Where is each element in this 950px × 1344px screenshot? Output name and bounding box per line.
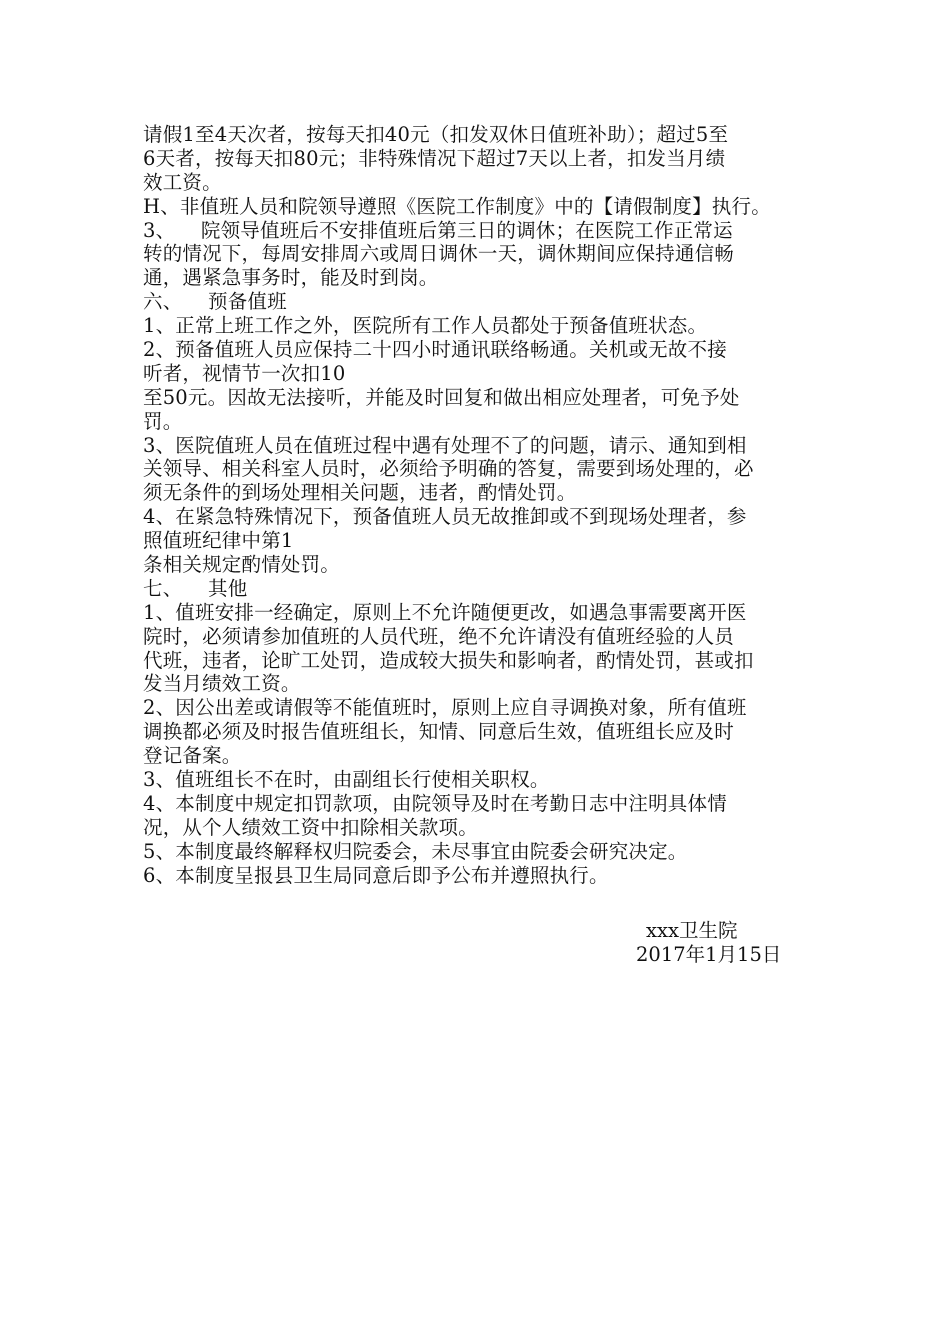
text-line: 5、本制度最终解释权归院委会，未尽事宜由院委会研究决定。 xyxy=(143,839,688,863)
text-line: 照值班纪律中第1 xyxy=(143,529,294,553)
text-line: 登记备案。 xyxy=(143,744,242,768)
text-line: 3、 院领导值班后不安排值班后第三日的调休；在医院工作正常运 xyxy=(143,218,733,242)
text-line: H、非值班人员和院领导遵照《医院工作制度》中的【请假制度】执行。 xyxy=(143,194,771,218)
text-line: 4、在紧急特殊情况下，预备值班人员无故推卸或不到现场处理者，参 xyxy=(143,505,747,529)
document-body xyxy=(143,123,810,888)
text-line: 1、值班安排一经确定，原则上不允许随便更改，如遇急事需要离开医 xyxy=(143,600,747,624)
text-line: 须无条件的到场处理相关问题，违者，酌情处罚。 xyxy=(143,481,577,505)
text-line: 关领导、相关科室人员时，必须给予明确的答复，需要到场处理的，必 xyxy=(143,457,754,481)
text-line: 3、值班组长不在时，由副组长行使相关职权。 xyxy=(143,768,550,792)
section-heading: 六、 预备值班 xyxy=(143,290,287,314)
section-heading: 七、 其他 xyxy=(143,576,248,600)
signature-organization: xxx卫生院 xyxy=(646,919,738,942)
text-line: 通，遇紧急事务时，能及时到岗。 xyxy=(143,266,439,290)
text-line: 4、本制度中规定扣罚款项，由院领导及时在考勤日志中注明具体情 xyxy=(143,791,727,815)
text-line: 况，从个人绩效工资中扣除相关款项。 xyxy=(143,815,478,839)
text-line: 调换都必须及时报告值班组长，知情、同意后生效，值班组长应及时 xyxy=(143,720,735,744)
signature-date: 2017年1月15日 xyxy=(636,943,782,966)
text-line: 2、预备值班人员应保持二十四小时通讯联络畅通。关机或无故不接 xyxy=(143,338,727,362)
text-line: 条相关规定酌情处罚。 xyxy=(143,553,341,577)
text-line: 请假1至4天次者，按每天扣40元（扣发双休日值班补助）；超过5至 xyxy=(143,123,729,146)
text-line: 院时，必须请参加值班的人员代班，绝不允许请没有值班经验的人员 xyxy=(143,624,735,648)
text-line: 2、因公出差或请假等不能值班时，原则上应自寻调换对象，所有值班 xyxy=(143,696,747,720)
text-line: 6天者，按每天扣80元；非特殊情况下超过7天以上者，扣发当月绩 xyxy=(143,146,726,170)
text-line: 转的情况下，每周安排周六或周日调休一天，调休期间应保持通信畅 xyxy=(143,242,735,266)
text-line: 3、医院值班人员在值班过程中遇有处理不了的问题，请示、通知到相 xyxy=(143,433,747,457)
text-line: 6、本制度呈报县卫生局同意后即予公布并遵照执行。 xyxy=(143,863,609,887)
text-line: 罚。 xyxy=(143,409,183,433)
text-line: 代班，违者，论旷工处罚，造成较大损失和影响者，酌情处罚，甚或扣 xyxy=(143,648,754,672)
text-line: 效工资。 xyxy=(143,170,222,194)
text-line: 听者，视情节一次扣10 xyxy=(143,361,346,385)
text-line: 发当月绩效工资。 xyxy=(143,672,301,696)
text-line: 1、正常上班工作之外，医院所有工作人员都处于预备值班状态。 xyxy=(143,314,708,338)
text-line: 至50元。因故无法接听，并能及时回复和做出相应处理者，可免予处 xyxy=(143,385,740,409)
